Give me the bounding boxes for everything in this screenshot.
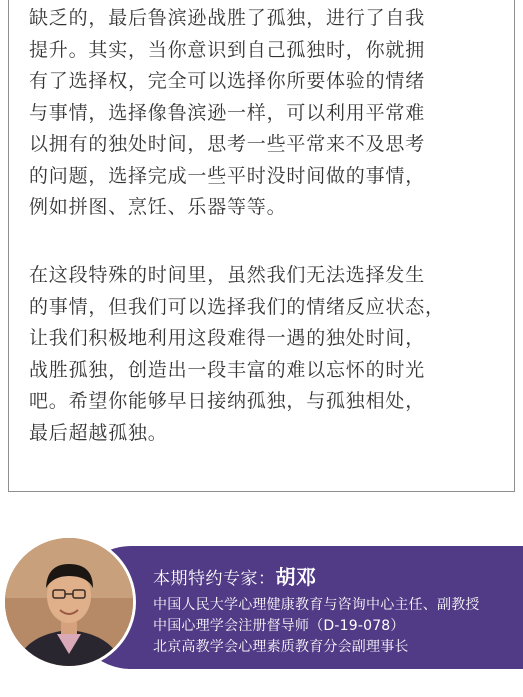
paragraph-line: 提升。其实，当你意识到自己孤独时，你就拥 xyxy=(29,38,426,61)
paragraph-line: 有了选择权，完全可以选择你所要体验的情绪 xyxy=(29,70,426,92)
paragraph-line: 以拥有的独处时间，思考一些平常来不及思考 xyxy=(29,133,426,155)
paragraph-line: 战胜孤独，创造出一段丰富的难以忘怀的时光 xyxy=(29,358,426,381)
expert-avatar xyxy=(2,535,136,669)
expert-credential: 北京高教学会心理素质教育分会副理事长 xyxy=(153,639,409,655)
paragraph-line: 缺乏的，最后鲁滨逊战胜了孤独，进行了自我 xyxy=(29,7,426,29)
expert-credential: 中国心理学会注册督导师（D-19-078） xyxy=(153,618,405,634)
paragraph-line: 吧。希望你能够早日接纳孤独，与孤独相处， xyxy=(29,390,426,412)
article-box xyxy=(8,0,515,492)
paragraph-line: 例如拼图、烹饪、乐器等等。 xyxy=(29,196,287,218)
paragraph-line: 在这段特殊的时间里，虽然我们无法选择发生 xyxy=(29,264,426,286)
paragraph-line: 的问题，选择完成一些平时没时间做的事情， xyxy=(29,164,426,187)
paragraph-line: 最后超越孤独。 xyxy=(29,421,168,444)
article-paragraph xyxy=(29,260,497,449)
expert-portrait xyxy=(5,538,133,666)
paragraph-line: 的事情，但我们可以选择我们的情绪反应状态， xyxy=(29,295,445,318)
expert-title-prefix: 本期特约专家： xyxy=(153,569,276,589)
paragraph-line: 让我们积极地利用这段难得一遇的独处时间， xyxy=(29,327,426,349)
expert-title xyxy=(153,561,317,590)
expert-credential: 中国人民大学心理健康教育与咨询中心主任、副教授 xyxy=(153,597,480,613)
article-paragraph xyxy=(29,3,497,224)
expert-name: 胡邓 xyxy=(275,565,317,589)
paragraph-line: 与事情，选择像鲁滨逊一样，可以利用平常难 xyxy=(29,101,426,124)
